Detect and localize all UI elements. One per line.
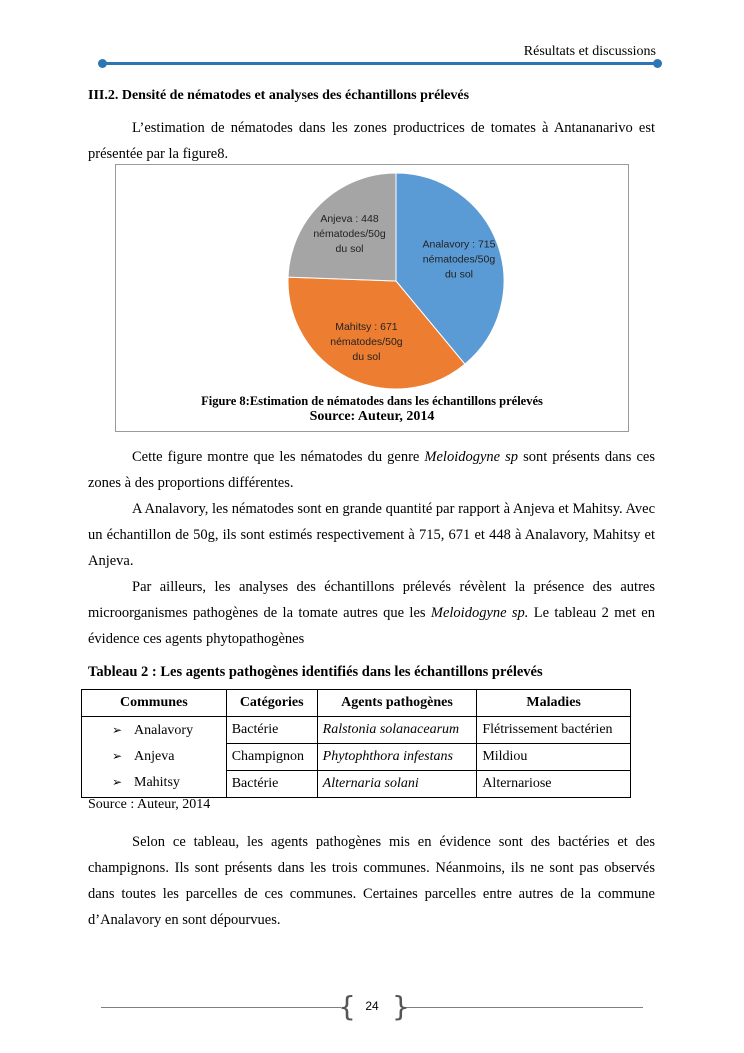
table-header-agents: Agents pathogènes — [317, 690, 477, 717]
paragraph-3: Par ailleurs, les analyses des échantillons prélevés révèlent la présence des autres microorganismes pathogènes de la tomate autres que les Meloidogyne sp. Le tableau 2 met en évidence ces agents phytopathogènes — [88, 579, 655, 647]
header-rule-dot-left — [98, 59, 107, 68]
pathogen-table — [81, 689, 631, 798]
table-cell-disease: Mildiou — [477, 744, 631, 771]
table-header-row — [82, 690, 631, 717]
commune-item: ➢ Mahitsy — [82, 769, 226, 795]
pie-label-analavory: Analavory : 715 nématodes/50g du sol — [422, 238, 496, 281]
table-cell-disease: Alternariose — [477, 771, 631, 798]
table-header-maladies: Maladies — [477, 690, 631, 717]
table-cell-category: Bactérie — [226, 717, 317, 744]
commune-item: ➢ Anjeva — [82, 743, 226, 769]
table-source: Source : Auteur, 2014 — [88, 797, 211, 812]
figure-caption: Figure 8:Estimation de nématodes dans les échantillons prélevés — [201, 394, 543, 408]
intro-paragraph: L’estimation de nématodes dans les zones productrices de tomates à Antananarivo est présentée par la figure8. — [88, 120, 655, 162]
footer-rule-right — [403, 1007, 643, 1008]
pie-chart — [116, 165, 628, 431]
section-heading: III.2. Densité de nématodes et analyses des échantillons prélevés — [88, 88, 470, 103]
paragraph-4: Selon ce tableau, les agents pathogènes mis en évidence sont des bactéries et des champignons. Ils sont présents dans les trois communes. Néanmoins, ils ne sont pas observés dans toutes les parcelles de ces communes. Certaines parcelles entre autres de la commune d’Analavory en sont dépourvues. — [88, 834, 655, 928]
arrow-bullet-icon: ➢ — [112, 749, 123, 763]
table-cell-agent: Alternaria solani — [317, 771, 477, 798]
right-brace-icon: } — [392, 990, 410, 1023]
paragraph-2: A Analavory, les nématodes sont en grande quantité par rapport à Anjeva et Mahitsy. Avec un échantillon de 50g, ils sont estimés respectivement à 715, 671 et 448 à Analavory, Mahitsy et Anjeva. — [88, 501, 655, 569]
header-rule-dot-right — [653, 59, 662, 68]
table-header-categories: Catégories — [226, 690, 317, 717]
table-cell-agent: Phytophthora infestans — [317, 744, 477, 771]
left-brace-icon: { — [338, 990, 356, 1023]
figure-frame — [115, 164, 629, 432]
page-number: 24 — [365, 999, 379, 1013]
commune-item: ➢ Analavory — [82, 717, 226, 743]
arrow-bullet-icon: ➢ — [112, 775, 123, 789]
table-header-communes: Communes — [82, 690, 227, 717]
paragraph-1: Cette figure montre que les nématodes du genre Meloidogyne sp sont présents dans ces zones à des proportions différentes. — [88, 449, 656, 491]
table-cell-disease: Flétrissement bactérien — [477, 717, 631, 744]
table-cell-agent: Ralstonia solanacearum — [317, 717, 477, 744]
communes-cell — [82, 717, 227, 798]
arrow-bullet-icon: ➢ — [112, 723, 123, 737]
table-row — [82, 717, 631, 744]
header-rule — [103, 62, 657, 65]
running-header: Résultats et discussions — [523, 44, 656, 59]
table-cell-category: Bactérie — [226, 771, 317, 798]
table-title: Tableau 2 : Les agents pathogènes identifiés dans les échantillons prélevés — [88, 664, 543, 680]
table-cell-category: Champignon — [226, 744, 317, 771]
figure-source: Source: Auteur, 2014 — [309, 409, 435, 424]
footer-rule-left — [101, 1007, 341, 1008]
pie-label-anjeva: Anjeva : 448 nématodes/50g du sol — [313, 212, 386, 255]
pie-label-mahitsy: Mahitsy : 671 nématodes/50g du sol — [330, 321, 403, 364]
